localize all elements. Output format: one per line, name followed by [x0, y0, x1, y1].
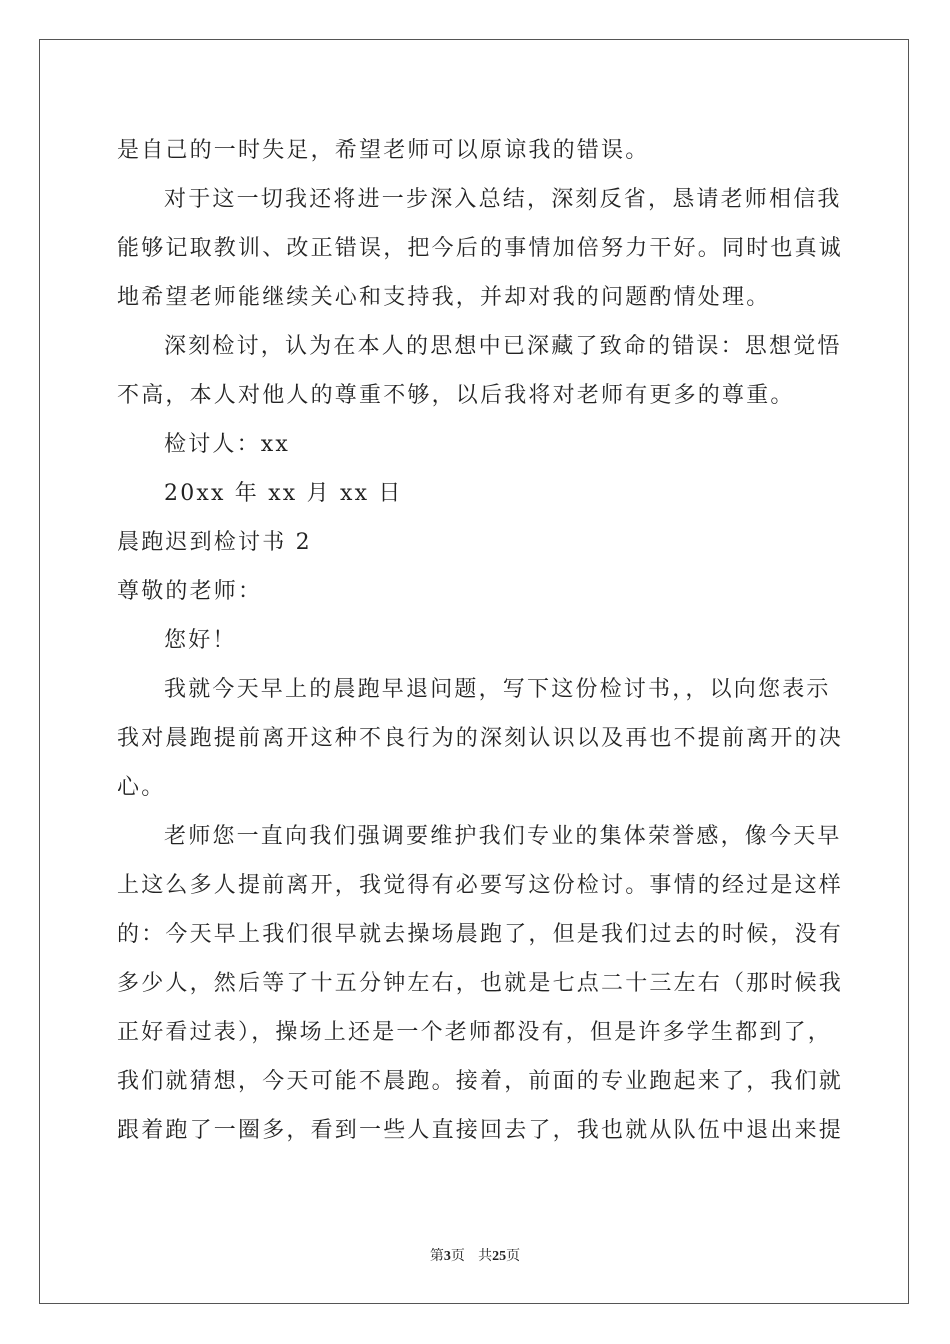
text-line: 我对晨跑提前离开这种不良行为的深刻认识以及再也不提前离开的决: [117, 726, 844, 751]
text-line: 我就今天早上的晨跑早退问题，写下这份检讨书，，以向您表示: [164, 677, 831, 702]
footer-page-number: 3: [443, 1249, 451, 1264]
greeting: 您好！: [164, 628, 237, 653]
document-body: [117, 126, 844, 1155]
text-line: 上这么多人提前离开，我觉得有必要写这份检讨。事情的经过是这样: [117, 873, 844, 898]
date-line: 20xx 年 xx 月 xx 日: [164, 481, 403, 506]
text-line: 多少人，然后等了十五分钟左右，也就是七点二十三左右（那时候我: [117, 971, 844, 996]
text-line: 的：今天早上我们很早就去操场晨跑了，但是我们过去的时候，没有: [117, 922, 844, 947]
footer-page-unit: 页: [450, 1248, 465, 1264]
text-line: 是自己的一时失足，希望老师可以原谅我的错误。: [117, 138, 650, 163]
text-line: 老师您一直向我们强调要维护我们专业的集体荣誉感，像今天早: [164, 824, 842, 849]
text-line: 地希望老师能继续关心和支持我，并却对我的问题酌情处理。: [117, 285, 771, 310]
text-line: 跟着跑了一圈多，看到一些人直接回去了，我也就从队伍中退出来提: [117, 1118, 844, 1143]
text-line: 对于这一切我还将进一步深入总结，深刻反省，恳请老师相信我: [164, 187, 842, 212]
text-line: 深刻检讨，认为在本人的思想中已深藏了致命的错误：思想觉悟: [164, 334, 842, 359]
footer-prefix: 第: [429, 1248, 444, 1264]
signature-line: 检讨人：xx: [164, 432, 291, 457]
footer-total-prefix: 共: [478, 1248, 493, 1264]
text-line: 能够记取教训、改正错误，把今后的事情加倍努力干好。同时也真诚: [117, 236, 844, 261]
section-title: 晨跑迟到检讨书 2: [117, 530, 312, 555]
footer-total-unit: 页: [506, 1248, 521, 1264]
text-line: 不高，本人对他人的尊重不够，以后我将对老师有更多的尊重。: [117, 383, 795, 408]
text-line: 我们就猜想，今天可能不晨跑。接着，前面的专业跑起来了，我们就: [117, 1069, 844, 1094]
text-line: 正好看过表），操场上还是一个老师都没有，但是许多学生都到了，: [117, 1020, 833, 1045]
text-line: 心。: [117, 775, 166, 800]
footer-total-pages: 25: [492, 1249, 507, 1264]
page-footer: [0, 1245, 950, 1265]
salutation: 尊敬的老师：: [117, 579, 263, 604]
